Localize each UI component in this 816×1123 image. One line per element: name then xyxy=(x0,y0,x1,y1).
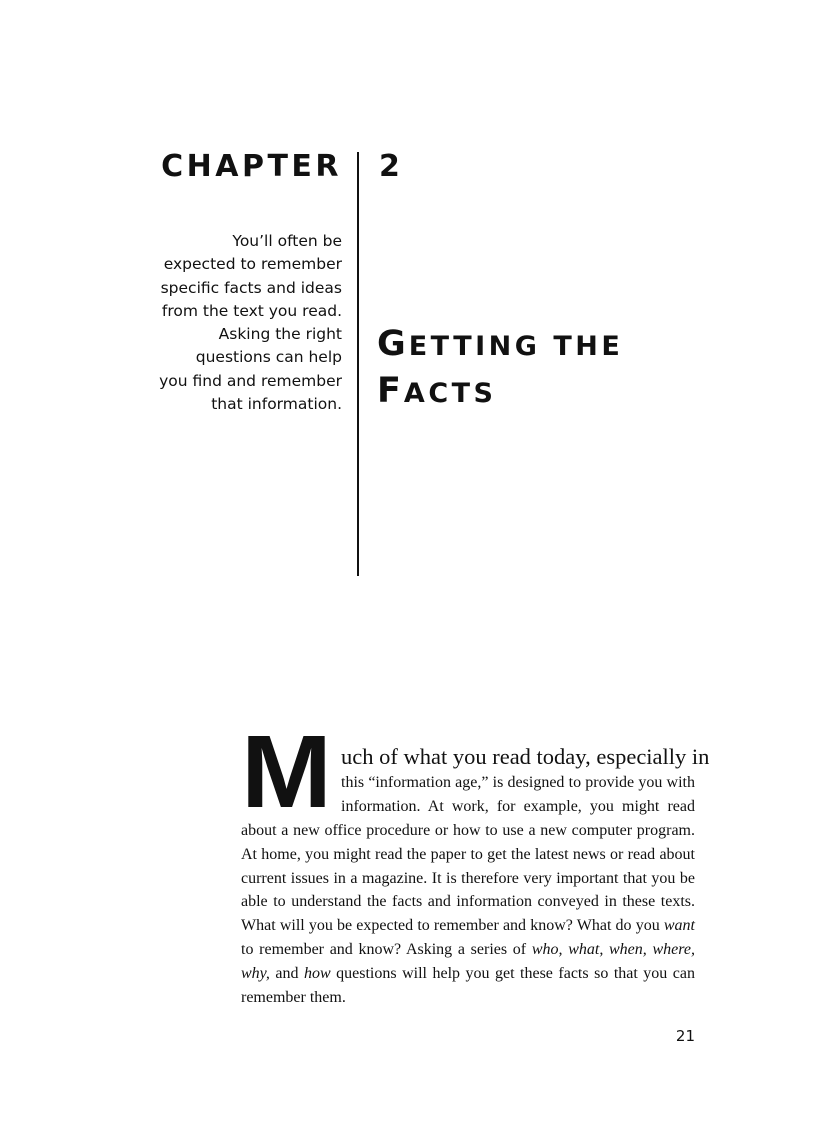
chapter-intro xyxy=(142,230,342,416)
intro-line: you find and remember xyxy=(159,371,342,390)
title-initial: F xyxy=(377,371,404,411)
italic-word: want xyxy=(663,917,695,935)
body-lead xyxy=(341,743,710,819)
body-line: this “information age,” is designed to provide you with xyxy=(341,774,695,791)
intro-line: from the text you read. xyxy=(161,301,342,320)
body-line: remember them. xyxy=(241,988,346,1006)
body-line: to remember and know? Asking a series of who, what, when, where, xyxy=(241,940,695,958)
title-line-2 xyxy=(377,369,623,416)
drop-cap: M xyxy=(241,736,330,808)
title-rest: ETTING THE xyxy=(408,331,624,362)
body-line: At home, you might read the paper to get the latest news or read about xyxy=(241,845,695,863)
body-line: why, and how questions will help you get these facts so that you can xyxy=(241,964,695,982)
intro-line: questions can help xyxy=(195,348,342,367)
title-rest: ACTS xyxy=(403,378,497,409)
intro-line: that information. xyxy=(211,395,342,414)
page-number: 21 xyxy=(675,1027,695,1045)
body-line: current issues in a magazine. It is therefore very important that you be xyxy=(241,869,695,887)
italic-word: why, xyxy=(241,964,270,982)
title-initial: G xyxy=(377,324,409,364)
intro-line: Asking the right xyxy=(218,325,342,344)
italic-words: who, what, when, where, xyxy=(531,940,695,958)
intro-line: expected to remember xyxy=(163,255,342,274)
body-line: What will you be expected to remember and know? What do you want xyxy=(241,917,695,935)
intro-line: You’ll often be xyxy=(232,232,342,250)
intro-line: specific facts and ideas xyxy=(160,278,342,297)
body-paragraph xyxy=(241,819,695,1009)
body-line: about a new office procedure or how to use a new computer program. xyxy=(241,822,695,839)
italic-word: how xyxy=(303,964,331,982)
body-line: uch of what you read today, especially in xyxy=(341,744,710,769)
chapter-label: CHAPTER xyxy=(161,149,342,184)
title-line-1 xyxy=(377,322,623,369)
body-line: information. At work, for example, you might read xyxy=(341,797,695,815)
chapter-number: 2 xyxy=(379,149,400,184)
chapter-title xyxy=(377,322,623,416)
chapter-divider-rule xyxy=(357,152,359,576)
body-line: able to understand the facts and information conveyed in these texts. xyxy=(241,893,695,911)
